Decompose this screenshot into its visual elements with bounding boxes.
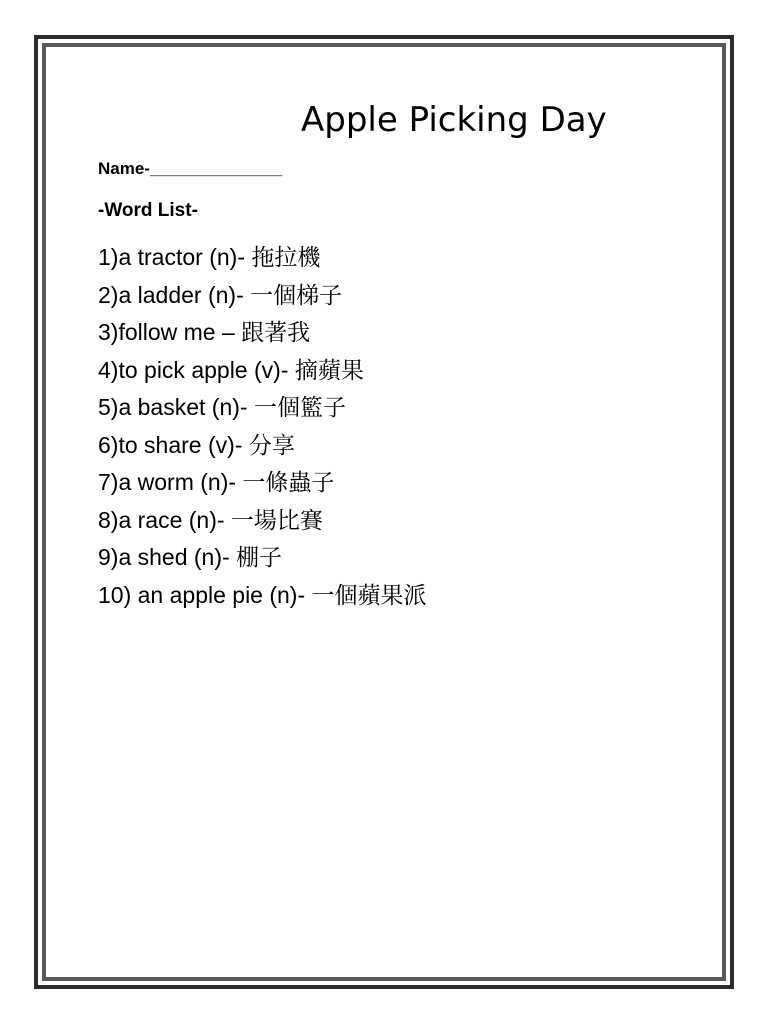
page-border-inner — [42, 43, 726, 981]
word-list-item: 2)a ladder (n)- 一個梯子 — [98, 281, 343, 308]
word-list-item: 5)a basket (n)- 一個籃子 — [98, 394, 346, 420]
word-list-item: 4)to pick apple (v)- 摘蘋果 — [98, 356, 364, 383]
word-list-item: 8)a race (n)- 一場比賽 — [98, 506, 323, 533]
word-list — [98, 239, 427, 614]
page-title: Apple Picking Day — [301, 100, 607, 140]
word-list-item: 3)follow me – 跟著我 — [98, 319, 311, 345]
word-list-item: 1)a tractor (n)- 拖拉機 — [98, 244, 321, 270]
word-list-heading: -Word List- — [98, 200, 198, 221]
page-border-outer — [34, 35, 734, 989]
word-list-item: 9)a shed (n)- 棚子 — [98, 544, 283, 570]
word-list-item: 10) an apple pie (n)- 一個蘋果派 — [98, 581, 427, 608]
name-field-label: Name-______________ — [98, 159, 283, 178]
word-list-item: 6)to share (v)- 分享 — [98, 431, 295, 458]
word-list-item: 7)a worm (n)- 一條蟲子 — [98, 469, 335, 495]
